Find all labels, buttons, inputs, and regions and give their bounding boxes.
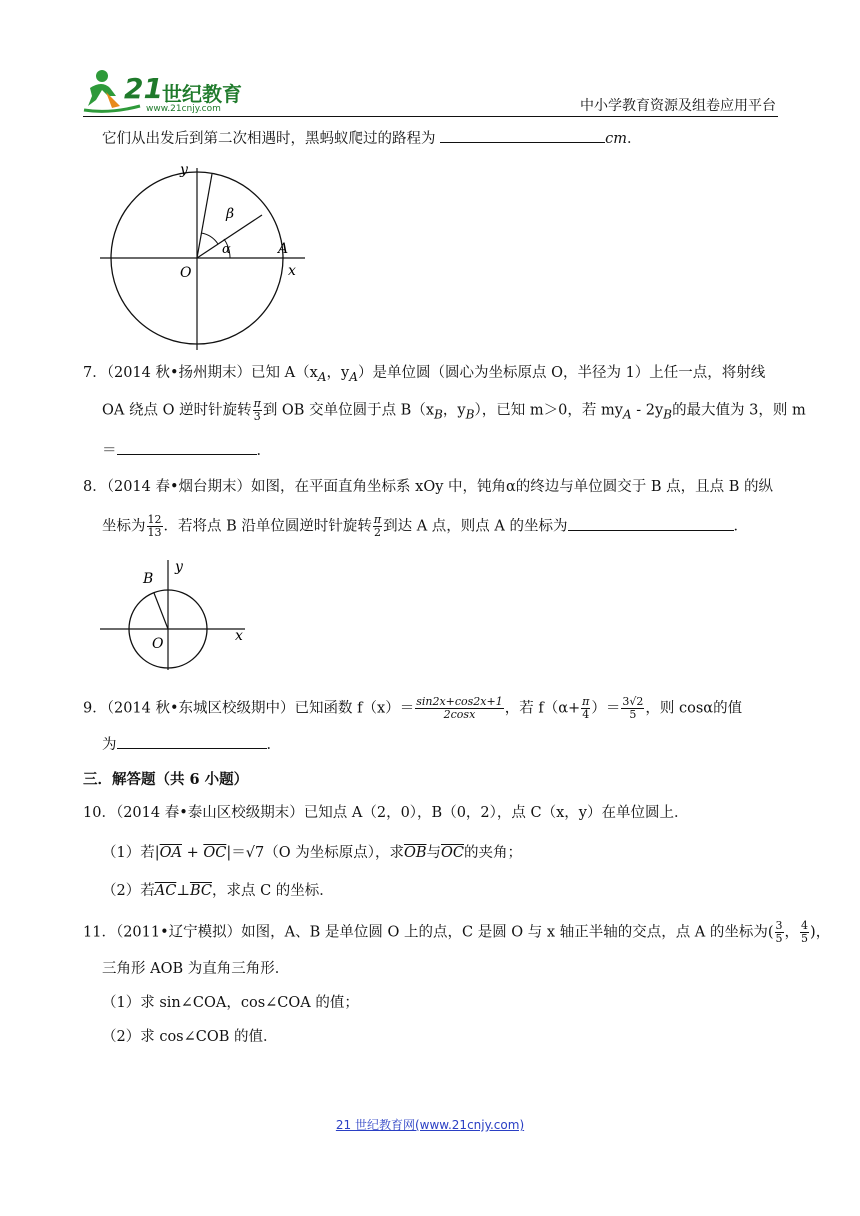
fig1-origin-label: O <box>180 265 192 281</box>
fig2-y-label: y <box>175 559 183 575</box>
fig1-y-label: y <box>180 162 188 178</box>
question-8-line-2: 坐标为 $\frac{12}{13}$ ．若将点 B 沿单位圆逆时针旋转 $\frac{\pi}{2}$ 到达 A 点，则点 A 的坐标为 ． <box>102 513 748 539</box>
question-11-line-2: 三角形 AOB 为直角三角形． <box>102 961 290 977</box>
section-3-heading: 三．解答题（共 6 小题） <box>83 771 249 788</box>
platform-title: 中小学教育资源及组卷应用平台 <box>580 98 776 114</box>
answer-blank <box>117 440 257 455</box>
fig1-alpha-label: α <box>222 242 231 257</box>
question-10-part-2: （2）若$\overline{AC}\perp\overline{BC}$，求点 C 的坐标． <box>102 883 334 899</box>
question-7-line-3: ＝ ． <box>102 440 271 462</box>
question-9-line-2: 为 ． <box>102 734 281 756</box>
answer-blank <box>117 734 267 749</box>
logo-url: www.21cnjy.com <box>146 104 221 114</box>
unit-circle-figure-1 <box>100 160 310 350</box>
header-divider <box>83 116 778 117</box>
question-11-part-2: （2）求 cos∠COB 的值． <box>102 1029 278 1045</box>
question-6-tail: 它们从出发后到第二次相遇时，黑蚂蚁爬过的路程为 cm． <box>102 128 641 150</box>
answer-blank <box>440 128 605 143</box>
fig2-x-label: x <box>235 628 243 644</box>
logo-number: 21 <box>124 72 163 105</box>
question-7-line-1: 7．（2014 秋•扬州期末）已知 $A(x_A$，$y_A$）是单位圆（圆心为坐标原点 O，半径为 1）上任一点，将射线 <box>83 365 766 384</box>
fig1-a-label: A <box>278 241 289 257</box>
question-11-line-1: 11．（2011•辽宁模拟）如图，A、B 是单位圆 O 上的点，C 是圆 O 与 x 轴正半轴的交点，点 A 的坐标为( $\frac{3}{5}$ ， $\frac{4}{5}$ )， <box>83 919 831 945</box>
question-9-line-1: 9．（2014 秋•东城区校级期中）已知函数 f（x）＝ $\frac{\sin 2x+\cos 2x+1}{2\cos x}$ ，若 f（α+ $\frac{\pi}{4}$ ）＝ $\frac{3√2}{5}$ ，则 cosα的值 <box>83 695 743 721</box>
footer-link[interactable]: 21 世纪教育网(www.21cnjy.com) <box>335 1118 525 1132</box>
question-11-part-1: （1）求 sin∠COA，cos∠COA 的值； <box>102 995 359 1011</box>
fig1-beta-label: β <box>226 206 235 222</box>
question-10-line-1: 10．（2014 春•泰山区校级期末）已知点 A（2，0），B（0，2），点 C（x，y）在单位圆上． <box>83 805 689 821</box>
logo-text: 世纪教育 <box>162 82 242 106</box>
fig1-x-label: x <box>288 263 296 279</box>
question-8-line-1: 8．（2014 春•烟台期末）如图，在平面直角坐标系 xOy 中，钝角α的终边与单位圆交于 B 点，且点 B 的纵 <box>83 479 774 495</box>
unit-circle-figure-2 <box>100 556 250 670</box>
fig2-b-label: B <box>143 571 154 587</box>
answer-blank <box>568 516 734 531</box>
question-10-part-1: （1）若$|\overline{OA} + \overline{OC}|=√7(O$ 为坐标原点），求$\overline{OB}$与$\overline{OC}$的夹角； <box>102 845 522 861</box>
fig2-origin-label: O <box>152 636 164 652</box>
question-7-line-2: OA 绕点 O 逆时针旋转 $\frac{\pi}{3}$ 到 OB 交单位圆于点 $B(x_B$，$y_B$），已知 m＞0，若 $my_A - 2y_B$的最大值为 3，则 m <box>102 397 806 423</box>
site-logo <box>80 66 255 116</box>
